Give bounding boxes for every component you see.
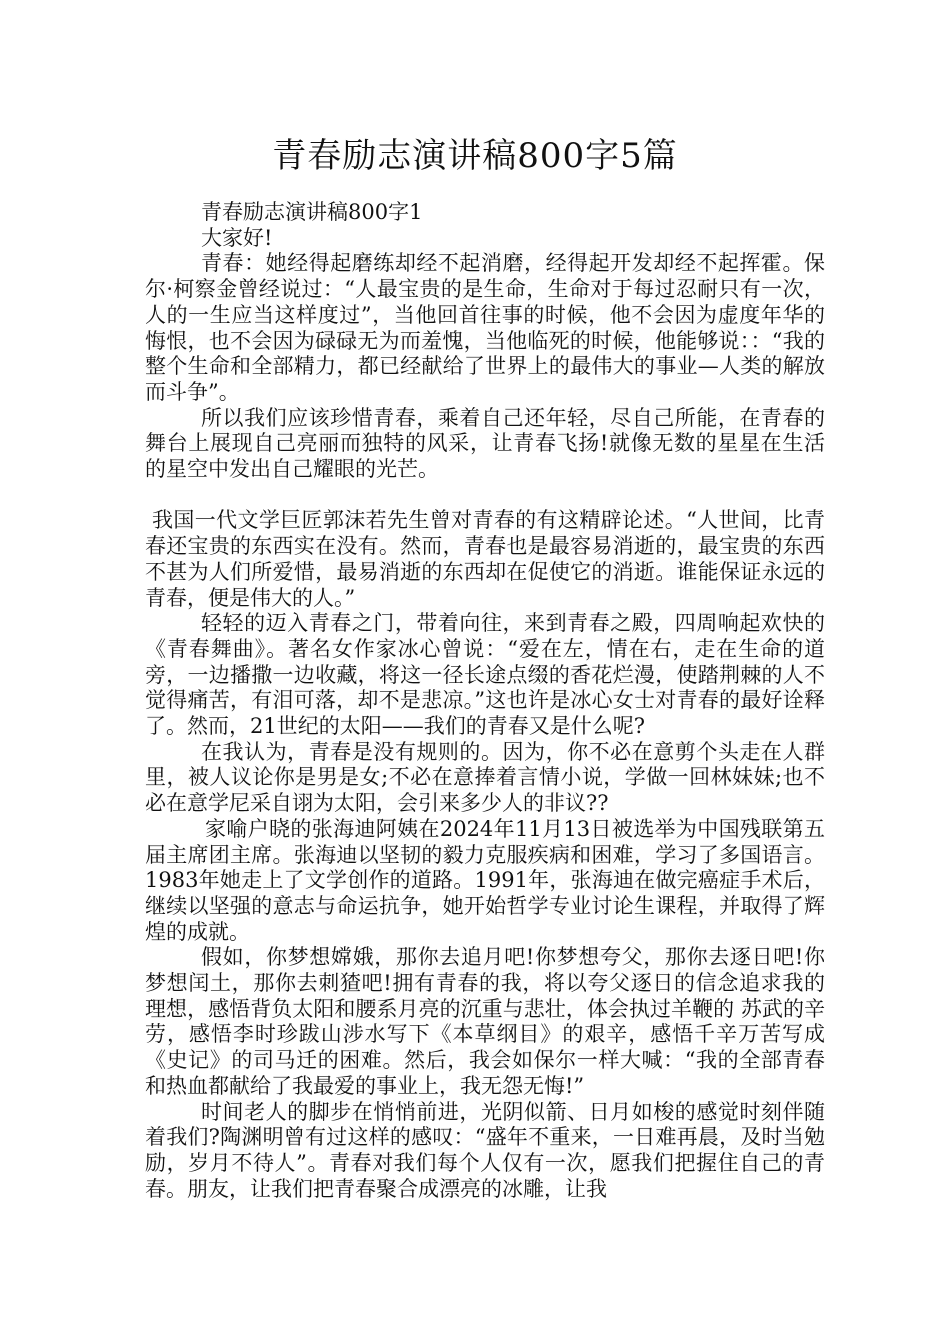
- greeting: 大家好!: [201, 225, 273, 250]
- document-body: [145, 200, 825, 1202]
- paragraph: 在我认为，青春是没有规则的。因为，你不必在意剪个头走在人群里，被人议论你是男是女;不必在意捧着言情小说，学做一回林妹妹;也不必在意学尼采自诩为太阳，会引来多少人的非议??: [145, 739, 825, 816]
- paragraph: 所以我们应该珍惜青春，乘着自己还年轻，尽自己所能，在青春的舞台上展现自己亮丽而独特的风采，让青春飞扬!就像无数的星星在生活的星空中发出自己耀眼的光芒。: [145, 405, 825, 482]
- paragraph: 轻轻的迈入青春之门，带着向往，来到青春之殿，四周响起欢快的《青春舞曲》。著名女作家冰心曾说：“爱在左，情在右，走在生命的道旁，一边播撒一边收藏，将这一径长途点缀的香花烂漫，使踏荆棘的人不觉得痛苦，有泪可落，却不是悲凉。”这也许是冰心女士对青春的最好诠释了。然而，21世纪的太阳——我们的青春又是什么呢?: [145, 611, 825, 739]
- paragraph: 时间老人的脚步在悄悄前进，光阴似箭、日月如梭的感觉时刻伴随着我们?陶渊明曾有过这样的感叹：“盛年不重来，一日难再晨，及时当勉励，岁月不待人”。青春对我们每个人仅有一次，愿我们把握住自己的青春。朋友，让我们把青春聚合成漂亮的冰雕，让我: [145, 1099, 825, 1201]
- paragraph: 假如，你梦想嫦娥，那你去追月吧!你梦想夸父，那你去逐日吧!你梦想闰土，那你去刺猹吧!拥有青春的我，将以夸父逐日的信念追求我的理想，感悟背负太阳和腰系月亮的沉重与悲壮，体会执过羊鞭的 苏武的辛劳，感悟李时珍跋山涉水写下《本草纲目》的艰辛，感悟千辛万苦写成《史记》的司马迁的困难。然后，我会如保尔一样大喊：“我的全部青春和热血都献给了我最爱的事业上，我无怨无悔!”: [145, 945, 825, 1098]
- section-heading: 青春励志演讲稿800字1: [201, 200, 423, 224]
- paragraph: 青春：她经得起磨练却经不起消磨，经得起开发却经不起挥霍。保尔·柯察金曾经说过：“人最宝贵的是生命，生命对于每过忍耐只有一次，人的一生应当这样度过”，当他回首往事的时候，他不会因为虚度年华的悔恨，也不会因为碌碌无为而羞愧，当他临死的时候，他能够说：：“我的整个生命和全部精力，都已经献给了世界上的最伟大的事业—人类的解放而斗争”。: [145, 251, 825, 404]
- document-title: 青春励志演讲稿800字5篇: [272, 136, 678, 176]
- paragraph: 我国一代文学巨匠郭沫若先生曾对青春的有这精辟论述。“人世间，比青春还宝贵的东西实在没有。然而，青春也是最容易消逝的，最宝贵的东西不甚为人们所爱惜，最易消逝的东西却在促使它的消逝。谁能保证永远的青春，便是伟大的人。”: [145, 508, 825, 610]
- blank-line: [145, 483, 825, 509]
- paragraph: 家喻户晓的张海迪阿姨在2024年11月13日被选举为中国残联第五届主席团主席。张海迪以坚韧的毅力克服疾病和困难，学习了多国语言。1983年她走上了文学创作的道路。1991年，张海迪在做完癌症手术后，继续以坚强的意志与命运抗争，她开始哲学专业讨论生课程，并取得了辉煌的成就。: [145, 816, 825, 944]
